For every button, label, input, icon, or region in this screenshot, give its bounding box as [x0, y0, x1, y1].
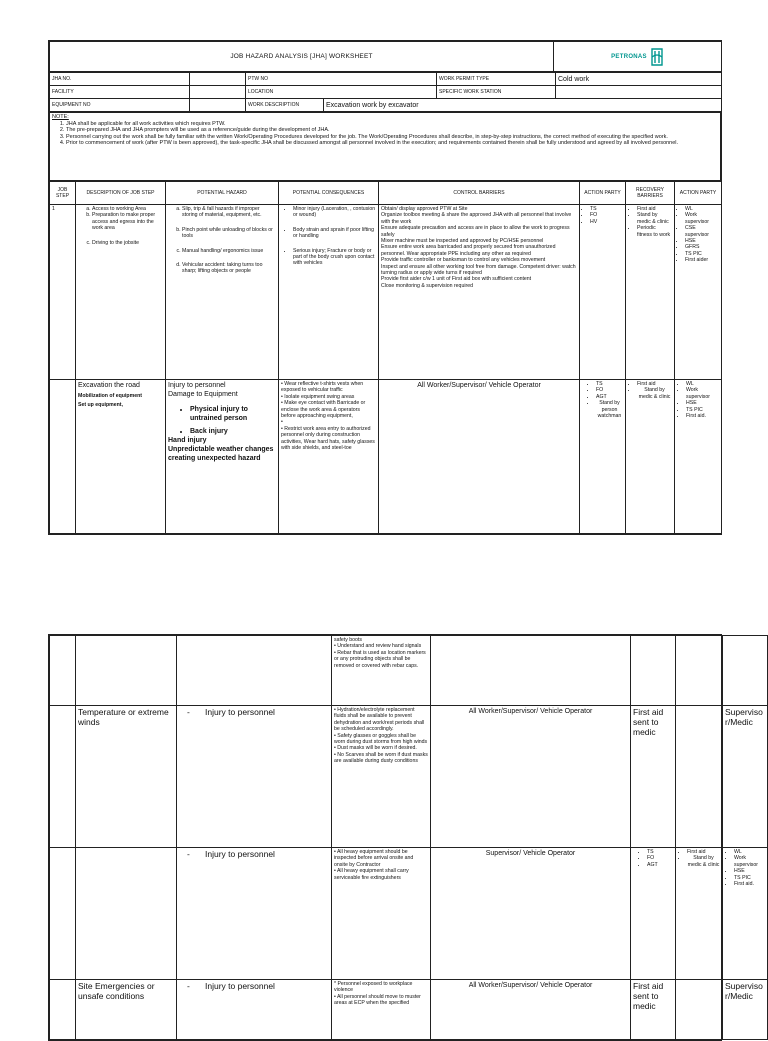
consequences-cell: • Hydration/electrolyte replacement fluids shall be available to prevent dehydration and work/rest periods shall be scheduled accordingly. • Safety glasses or goggles shall be worn during dust storms from high winds • Dust masks will be worn if desired. • No Scarves shall be worn if dust masks are available during dusty conditions — [332, 706, 431, 848]
header-table — [49, 41, 722, 72]
list-item: • HSE — [734, 868, 765, 874]
hazard-table — [49, 181, 722, 534]
dash-bullet: - — [187, 707, 190, 717]
list-item: • First aid. — [686, 413, 719, 419]
control-barriers-cell: All Worker/Supervisor/ Vehicle Operator — [379, 380, 580, 534]
table-row — [50, 636, 768, 706]
action-party-cell: First aid sent to medic — [631, 706, 676, 848]
action-party-cell: First aid sent to medic — [631, 980, 676, 1040]
list-item: • Stand by medic & clinic — [637, 387, 672, 400]
control-barriers-cell: Supervisor/ Vehicle Operator — [431, 848, 631, 980]
petronas-emblem-icon — [650, 48, 664, 66]
description-cell: Temperature or extreme winds — [76, 706, 177, 848]
list-item: • TS — [647, 849, 673, 855]
list-item: • AGT — [647, 862, 673, 868]
step-number — [50, 706, 76, 848]
facility-label: FACILITY — [50, 86, 190, 99]
col-consequences: POTENTIAL CONSEQUENCES — [279, 182, 379, 205]
list-item: • HSE — [686, 400, 719, 406]
hazard-text: Injury to personnel — [205, 707, 275, 717]
action-party-cell — [631, 636, 676, 706]
work-description-label: WORK DESCRIPTION — [246, 99, 324, 112]
consequences-cell: • Wear reflective t-shirts vests when exposed to vehicular traffic • Isolate equipment swing areas • Make eye contact with Barricade or enclose the work area & operators before approaching equipment, • • Restrict work area entry to authorized personnel only during construction activities, Wear hard hats, safety glasses with side shields, and steel-toe — [279, 380, 379, 534]
hazard-item — [179, 849, 329, 859]
description-cell — [76, 848, 177, 980]
list-item: • Stand by medic & clinic — [637, 212, 672, 225]
description-list — [78, 206, 163, 246]
recovery-cell — [676, 636, 723, 706]
list-item: • TS — [596, 381, 623, 387]
action-party-2-cell — [723, 848, 768, 980]
consequences-cell: • All heavy equipment should be inspected before arrival onsite and onsite by Contractor • All heavy equipment shall carry serviceable fire extinguishers — [332, 848, 431, 980]
list-item: • Minor injury (Laceration, , contusion or wound) — [293, 206, 376, 219]
list-item: d. Vehicular accident: taking turns too sharp; lifting objects or people — [182, 262, 276, 275]
list-item: • TS — [590, 206, 623, 212]
hazard-cell — [177, 848, 332, 980]
list-item: • CSE supervisor — [685, 225, 719, 238]
jha-worksheet-page-2 — [48, 634, 763, 1041]
hazard-line: Hand injury — [168, 437, 207, 444]
description-cell — [76, 636, 177, 706]
list-item: • First aider — [685, 257, 719, 263]
description-title: Excavation the road — [78, 382, 140, 389]
specific-station-label: SPECIFIC WORK STATION — [437, 86, 556, 99]
list-item: • GFRS — [685, 244, 719, 250]
description-cell: Site Emergencies or unsafe conditions — [76, 980, 177, 1040]
list-item: • FO — [596, 387, 623, 393]
list-item: • Stand by medic & clinic — [687, 855, 720, 868]
list-item: • Work supervisor — [685, 212, 719, 225]
note-item: 2. The pre-prepared JHA and JHA prompters will be used as a reference/guide during the development of JHA. — [66, 127, 718, 134]
equipment-no-value[interactable] — [190, 99, 246, 112]
recovery-cell — [676, 980, 723, 1040]
recovery-cell — [676, 706, 723, 848]
list-item: a. Slip, trip & fall hazards if improper storing of material, equipment, etc. — [182, 206, 276, 219]
dash-bullet: - — [187, 849, 190, 859]
consequences-cell: * Personnel exposed to workplace violence • All personnel should move to muster areas at ECP when the specified — [332, 980, 431, 1040]
control-barriers-cell: All Worker/Supervisor/ Vehicle Operator — [431, 706, 631, 848]
column-header-row — [50, 182, 722, 205]
list-item: c. Driving to the jobsite — [92, 240, 163, 246]
action-party-cell — [580, 380, 626, 534]
recovery-list — [628, 206, 672, 238]
col-control: CONTROL BARRIERS — [379, 182, 580, 205]
equipment-no-label: EQUIPMENT NO — [50, 99, 190, 112]
list-item: • TS PIC — [685, 251, 719, 257]
table-row — [50, 980, 768, 1040]
description-cell — [76, 380, 166, 534]
list-item: • WL — [734, 849, 765, 855]
action-party-2-cell: Supervisor/Medic — [723, 980, 768, 1040]
notes-cell — [50, 113, 721, 181]
hazard-bullets — [168, 405, 276, 436]
table-row — [50, 205, 722, 380]
ptw-no-label: PTW NO — [246, 73, 437, 86]
notes-list — [52, 121, 718, 147]
list-item: • Physical injury to untrained person — [190, 405, 276, 423]
hazard-text: Injury to personnel — [205, 849, 275, 859]
hazard-item — [179, 707, 329, 717]
list-item: • First aid — [637, 381, 672, 387]
list-item: • FO — [590, 212, 623, 218]
description-line: Set up equipment, — [78, 402, 123, 409]
hazard-item — [179, 981, 329, 991]
jha-no-value[interactable] — [190, 73, 246, 86]
note-item: 1. JHA shall be applicable for all work activities which requires PTW. — [66, 121, 718, 128]
step-number — [50, 980, 76, 1040]
consequences-cell: safety boots • Understand and review hand signals • Rebar that is used as location markers or any protruding objects shall be removed or covered with rebar caps. — [332, 636, 431, 706]
work-permit-type-label: WORK PERMIT TYPE — [437, 73, 556, 86]
action-party-2-list — [677, 206, 719, 264]
description-cell — [76, 205, 166, 380]
worksheet-title: JOB HAZARD ANALYSIS [JHA] WORKSHEET — [50, 42, 554, 72]
step-number — [50, 380, 76, 534]
hazard-text: Injury to personnel — [205, 981, 275, 991]
control-barriers-cell: All Worker/Supervisor/ Vehicle Operator — [431, 980, 631, 1040]
work-description-value[interactable]: Excavation work by excavator — [324, 99, 722, 112]
recovery-cell — [676, 848, 723, 980]
info-table — [49, 72, 722, 112]
jha-no-label: JHA NO. — [50, 73, 190, 86]
col-action-party-1: ACTION PARTY — [580, 182, 626, 205]
facility-value[interactable] — [190, 86, 246, 99]
list-item: • FO — [647, 855, 673, 861]
list-item: • HSE — [685, 238, 719, 244]
petronas-logo — [556, 48, 719, 66]
col-action-party-2: ACTION PARTY — [675, 182, 722, 205]
list-item: • First aid — [637, 206, 672, 212]
hazard-list — [168, 206, 276, 275]
col-hazard: POTENTIAL HAZARD — [166, 182, 279, 205]
recovery-list — [678, 849, 720, 868]
list-item: • WL — [686, 381, 719, 387]
list-item: c. Manual handling/ ergonomics issue — [182, 248, 276, 254]
list-item: • Back injury — [190, 427, 276, 436]
recovery-cell — [626, 380, 675, 534]
recovery-cell — [626, 205, 675, 380]
list-item: • Body strain and sprain if poor lifting or handling — [293, 227, 376, 240]
logo-text: PETRONAS — [611, 53, 647, 60]
col-recovery: RECOVERY BARRIERS — [626, 182, 675, 205]
col-description: DESCRIPTION OF JOB STEP — [76, 182, 166, 205]
recovery-list — [628, 381, 672, 400]
hazard-cell — [166, 380, 279, 534]
list-item: a. Access to working Area — [92, 206, 163, 212]
logo-cell — [554, 42, 722, 72]
notes-table — [49, 112, 721, 181]
hazard-cell — [177, 706, 332, 848]
step-number: 1 — [50, 205, 76, 380]
hazard-cell — [166, 205, 279, 380]
list-item: • TS PIC — [686, 407, 719, 413]
list-item: • WL — [685, 206, 719, 212]
work-permit-type-value[interactable]: Cold work — [556, 73, 722, 86]
step-number — [50, 848, 76, 980]
table-row — [50, 706, 768, 848]
action-party-2-cell: Supervisor/Medic — [723, 706, 768, 848]
hazard-cell — [177, 636, 332, 706]
action-party-2-cell — [675, 380, 722, 534]
list-item: • HV — [590, 219, 623, 225]
hazard-table-continued — [49, 635, 768, 1040]
consequences-list — [281, 206, 376, 267]
hazard-line: Unpredictable weather changes creating unexpected hazard — [168, 446, 274, 462]
list-item: b. Preparation to make proper access and egress into the work area — [92, 212, 163, 231]
list-item: b. Pinch point while unloading of blocks or tools — [182, 227, 276, 240]
list-item: • Work supervisor — [734, 855, 765, 868]
list-item: • Stand by person watchman — [596, 400, 623, 419]
list-item: • Serious injury; Fracture or body or part of the body crush upon contact with vehicles — [293, 248, 376, 267]
dash-bullet: - — [187, 981, 190, 991]
table-row — [50, 848, 768, 980]
col-job-step: JOB STEP — [50, 182, 76, 205]
note-item: 3. Personnel carrying out the work shall be fully familiar with the written Work/Operating Procedures developed for the job. The Work/Operating Procedures shall describe, in step-by-step instructions, the correct method of executing the specified work. — [66, 134, 718, 141]
list-item: • Periodic fitness to work — [637, 225, 672, 238]
notes-label: NOTE: — [52, 114, 69, 120]
control-barriers-cell: Obtain/ display approved PTW at Site Organize toolbox meeting & share the approved JHA with all personnel that involve with the work Ensure adequate precaution and access are in place to allow the work to progress safely Mixer machine must be inspected and approved by PC/HSE personnel Ensure entire work area barricaded and properly secured from unauthorized personnel. Wear appropriate PPE including any other as required Provide traffic controller or banksman to control any vehicles movement Inspect and ensure all other working tool free from damage. Competent driver: watch turning radius or apply wide turns if required Provide first aider c/w 1 unit of First aid box with sufficient content Close monitoring & supervision required — [379, 205, 580, 380]
action-party-cell — [631, 848, 676, 980]
location-label: LOCATION — [246, 86, 437, 99]
action-party-2-cell — [723, 636, 768, 706]
list-item: • Work supervisor — [686, 387, 719, 400]
specific-station-value[interactable] — [556, 86, 722, 99]
table-row — [50, 380, 722, 534]
description-line: Mobilization of equipment — [78, 393, 142, 399]
hazard-line: Injury to personnel — [168, 382, 226, 389]
action-party-2-list — [677, 381, 719, 419]
action-party-list — [633, 849, 673, 868]
list-item: • TS PIC — [734, 875, 765, 881]
hazard-line: Damage to Equipment — [168, 391, 238, 398]
list-item: • First aid. — [734, 881, 765, 887]
action-party-2-list — [725, 849, 765, 887]
list-item: • AGT — [596, 394, 623, 400]
action-party-list — [582, 381, 623, 419]
list-item: • First aid — [687, 849, 720, 855]
control-barriers-cell — [431, 636, 631, 706]
consequences-cell — [279, 205, 379, 380]
action-party-cell — [580, 205, 626, 380]
note-item: 4. Prior to commencement of work (after PTW is been approved), the task-specific JHA shall be discussed amongst all personnel involved in the execution; and requirements contained therein shall be fully understood and agreed by all involved personnel. — [66, 140, 718, 147]
jha-worksheet-page-1 — [48, 40, 722, 535]
hazard-cell — [177, 980, 332, 1040]
action-party-2-cell — [675, 205, 722, 380]
action-party-list — [582, 206, 623, 225]
step-number — [50, 636, 76, 706]
